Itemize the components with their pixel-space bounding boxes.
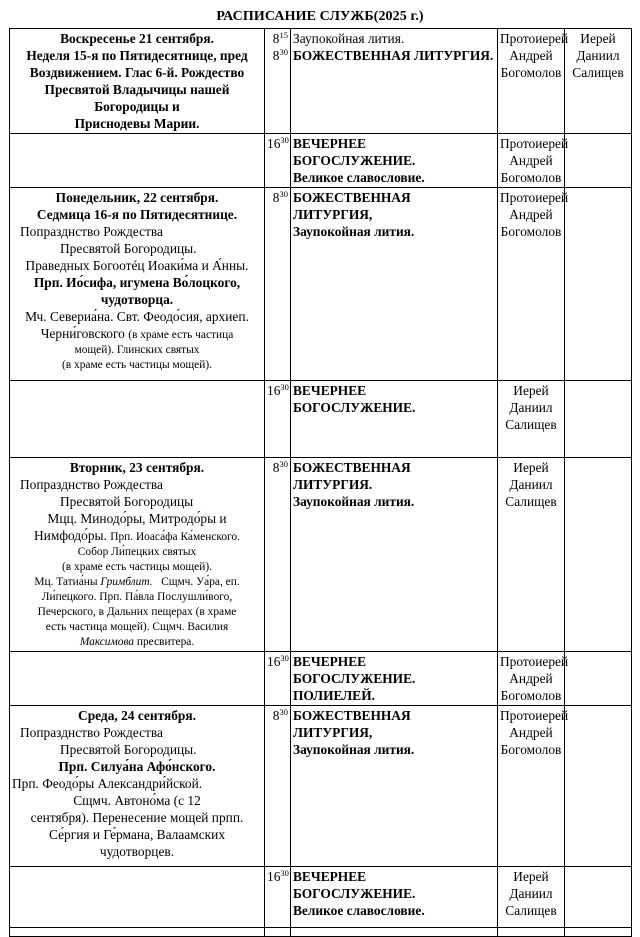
table-row [10,188,632,381]
priest-surname: Салищев [505,903,557,918]
priest-first-name: Даниил [509,400,553,415]
priest-rank: Иерей [513,460,549,475]
priest-cell-2 [565,867,632,928]
priest-cell [498,29,569,134]
day-line: Прп. Иоаса́фа Ка́менского. [110,531,240,543]
service-line: ВЕЧЕРНЕЕ [293,136,367,151]
day-note: (в храме есть частицы мощей). [62,359,212,371]
table-row [10,867,632,928]
priest-first-name: Даниил [509,886,553,901]
priest-cell-2 [565,381,632,458]
priest-surname: Богомолов [500,688,562,703]
priest-surname: Салищев [505,417,557,432]
service-line: БОЖЕСТВЕННАЯ [293,460,411,475]
schedule-title: РАСПИСАНИЕ СЛУЖБ(2025 г.) [216,9,424,24]
priest-rank: Протоиерей [500,190,569,205]
day-cell [10,29,265,134]
table-row [10,381,632,458]
day-line: Пресвятой Богородицы [60,494,194,509]
service-line: ВЕЧЕРНЕЕ [293,654,367,669]
priest-cell-2 [565,928,632,937]
priest-rank: Иерей [513,383,549,398]
service-time: $8^{15}$ [272,30,288,46]
service-time: $8^{30}$ [272,189,288,205]
service-line: Заупокойная лития. [293,31,405,46]
priest-cell-2 [565,706,632,867]
time-cell [265,458,291,652]
service-line: ЛИТУРГИЯ, [293,725,373,740]
time-cell [265,652,291,706]
day-feast: Неделя 15-я по Пятидесятнице, пред Воздвижением. Глас 6-й. Рождество Пресвятой Владычицы нашей Богородицы и [26,48,248,114]
day-heading: Понедельник, 22 сентября. [55,190,219,205]
priest-cell [498,188,569,381]
priest-surname: Богомолов [500,742,562,757]
day-line: Попразднство Рождества [20,224,163,239]
service-line: Заупокойная лития. [293,224,415,239]
priest-first-name: Андрей [509,725,553,740]
day-saint: Прп. Силуа́на Афо́нского. [58,759,216,774]
table-row [10,29,632,134]
day-heading: Среда, 24 сентября. [78,708,196,723]
time-cell [265,29,291,134]
service-line: БОЖЕСТВЕННАЯ [293,190,411,205]
day-line: Черни́говского [40,326,125,341]
day-line: Нимфодо́ры. [34,528,107,543]
service-line: Великое славословие. [293,170,425,185]
day-cell [10,188,265,381]
day-line: Праведных Богоотéц Иоаки́ма и А́нны. [25,258,249,273]
service-line: БОГОСЛУЖЕНИЕ. [293,886,416,901]
service-line: ПОЛИЕЛЕЙ. [293,688,375,703]
day-line: Прп. Феодо́ры Александри́йской. [12,776,203,791]
service-line: БОГОСЛУЖЕНИЕ. [293,671,416,686]
day-cell [10,458,265,652]
day-line: Сщмч. Автоно́ма (с 12 [73,793,201,808]
priest-cell-2 [565,29,632,134]
service-line: БОЖЕСТВЕННАЯ [293,708,411,723]
priest-rank: Протоиерей [500,708,569,723]
day-line: Попразднство Рождества [20,477,163,492]
priest-first-name: Даниил [576,48,620,63]
day-line: Мч. Севериа́на. Свт. Феодо́сия, архиеп. [25,309,249,324]
day-feast: Приснодевы Марии. [74,116,200,131]
service-time: $16^{30}$ [267,135,289,151]
day-line: сентября). Перенесение мощей прпп. [30,810,244,825]
day-week: Седмица 16-я по Пятидесятнице. [36,207,238,222]
service-cell [291,928,498,937]
priest-first-name: Даниил [509,477,553,492]
service-line: ВЕЧЕРНЕЕ [293,383,367,398]
schedule-table [9,28,632,937]
service-line: ВЕЧЕРНЕЕ [293,869,367,884]
day-cell [10,381,265,458]
service-cell [291,188,498,381]
service-line: ЛИТУРГИЯ, [293,207,373,222]
service-cell [291,458,498,652]
day-note: мощей). Глинских святых [74,344,200,356]
priest-rank: Протоиерей [500,31,569,46]
day-line: Собор Ли́пецких святых [77,546,197,558]
day-cell [10,706,265,867]
priest-cell [498,381,565,458]
service-time: $16^{30}$ [267,382,289,398]
day-line: Пресвятой Богородицы. [60,742,197,757]
service-line: Великое славословие. [293,903,425,918]
day-line: Мцц. Минодо́ры, Митродо́ры и [47,511,227,526]
table-row [10,458,632,652]
day-line: Попразднство Рождества [20,725,163,740]
day-line: Гримблит. [100,576,153,588]
day-line: Пресвятой Богородицы. [60,241,197,256]
day-line: Максимова [79,636,135,648]
priest-rank: Иерей [513,869,549,884]
priest-cell-2 [565,458,632,652]
day-line: чудотворцев. [99,844,175,859]
priest-first-name: Андрей [509,48,553,63]
priest-cell [498,867,565,928]
service-time: $16^{30}$ [267,653,289,669]
service-time: $16^{30}$ [267,868,289,884]
priest-cell [498,458,565,652]
service-time: $8^{30}$ [272,47,288,63]
priest-cell-2 [565,134,632,188]
table-row [10,134,632,188]
day-cell [10,652,265,706]
priest-first-name: Андрей [509,671,553,686]
service-time: $8^{30}$ [272,459,288,475]
day-cell [10,928,265,937]
service-cell [291,652,498,706]
time-cell [265,381,291,458]
priest-rank: Протоиерей [500,136,569,151]
day-line: Ли́пецкого. Прп. Па́вла Послушли́вого, [41,591,233,603]
priest-rank: Протоиерей [500,654,569,669]
day-note: (в храме есть частица [128,329,234,341]
service-line: ЛИТУРГИЯ. [293,477,373,492]
service-line: БОГОСЛУЖЕНИЕ. [293,400,416,415]
service-cell [291,867,498,928]
day-line: Сщмч. Уа́ра, еп. [161,576,240,588]
service-line: Заупокойная лития. [293,742,415,757]
priest-cell [498,134,569,188]
table-row [10,706,632,867]
priest-first-name: Андрей [509,207,553,222]
priest-surname: Богомолов [500,224,562,239]
service-time: $8^{30}$ [272,707,288,723]
service-line: БОЖЕСТВЕННАЯ ЛИТУРГИЯ. [293,48,494,63]
priest-rank: Иерей [580,31,616,46]
day-heading: Воскресенье 21 сентября. [60,31,214,46]
day-saint: Прп. Ио́сифа, игумена Во́лоцкого, чудотворца. [33,275,241,307]
time-cell [265,706,291,867]
priest-surname: Богомолов [500,65,562,80]
priest-cell-2 [565,188,632,381]
day-line: Мц. Татиа́ны [34,576,98,588]
day-line: есть частица мощей). Сщмч. Василия [45,621,229,633]
day-note: (в храме есть частицы мощей). [62,561,212,573]
priest-surname: Салищев [572,65,624,80]
time-cell [265,867,291,928]
time-cell [265,928,291,937]
priest-cell [498,652,569,706]
time-cell [265,134,291,188]
table-row [10,928,632,937]
priest-cell-2 [565,652,632,706]
priest-first-name: Андрей [509,153,553,168]
priest-surname: Богомолов [500,170,562,185]
service-cell [291,706,498,867]
table-row [10,652,632,706]
priest-cell [498,706,569,867]
service-line: БОГОСЛУЖЕНИЕ. [293,153,416,168]
service-cell [291,29,498,134]
day-line: пресвитера. [136,636,195,648]
service-cell [291,381,498,458]
service-cell [291,134,498,188]
day-line: Се́ргия и Ге́рмана, Валаамских [48,827,226,842]
priest-surname: Салищев [505,494,557,509]
service-line: Заупокойная лития. [293,494,415,509]
day-heading: Вторник, 23 сентября. [69,460,205,475]
time-cell [265,188,291,381]
day-cell [10,867,265,928]
day-line: Печерского, в Дальних пещерах (в храме [37,606,237,618]
priest-cell [498,928,565,937]
day-cell [10,134,265,188]
